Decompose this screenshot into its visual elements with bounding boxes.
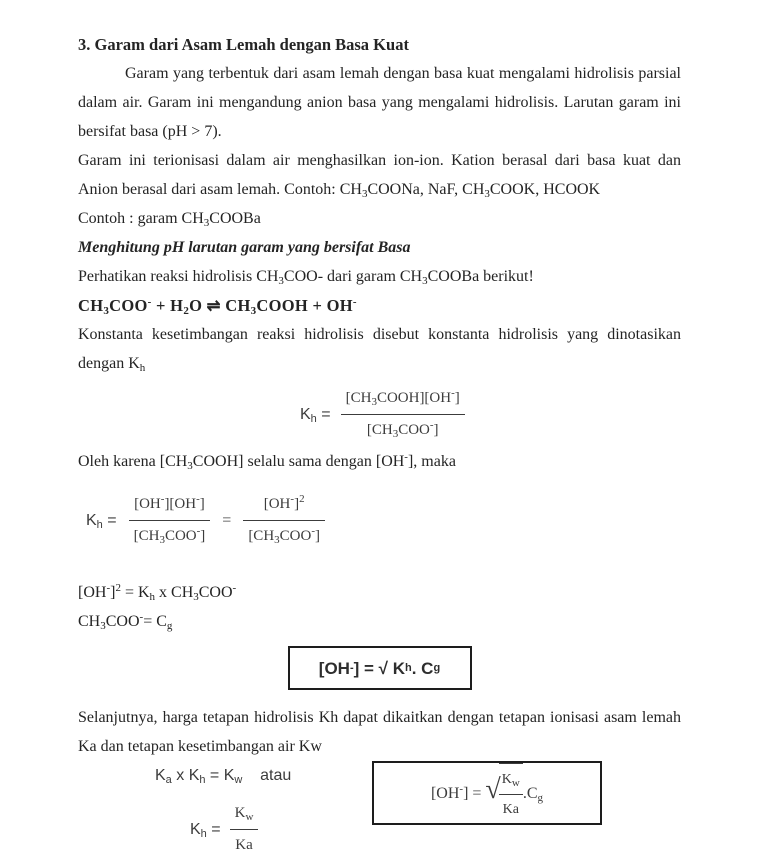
fraction-2	[243, 490, 325, 551]
fraction-denominator: Ka	[502, 801, 519, 817]
section-heading: 3. Garam dari Asam Lemah dengan Basa Kuat	[78, 35, 409, 54]
equation-hydrolysis-reaction: $CH_3COO^- + H_2O$ ⇌ $CH_3COOH + OH^-$	[78, 296, 357, 317]
formula-kh-definition	[300, 384, 681, 445]
radicand	[499, 763, 523, 824]
line-perhatikan: Perhatikan reaksi hidrolisis $CH_3COO-$ dari garam $CH_3COOBa$ berikut!	[78, 268, 534, 287]
fraction-2-denominator: $[CH_3COO^-]$	[248, 525, 320, 546]
radical-sign: √	[485, 774, 501, 805]
fraction-denominator: $[CH_3COO^-]$	[366, 419, 439, 440]
fraction	[341, 384, 465, 445]
bottom-formula-area	[78, 761, 681, 851]
fraction-numerator: $K_w$	[230, 799, 259, 830]
formula-khkw-lhs: $K_h$ =	[190, 821, 221, 840]
line-oh-squared: $[OH^-]^2 = K_h$ x $CH_3COO^-$	[78, 582, 237, 603]
fraction-1-numerator: [OH-][OH-]	[129, 490, 211, 521]
paragraph-konstanta: Konstanta kesetimbangan reaksi hidrolisis disebut konstanta hidrolisis yang dinotasikan dengan $K_h$	[78, 326, 681, 374]
formula-kh-lhs: $K_h$ =	[300, 406, 331, 425]
paragraph-intro: Garam yang terbentuk dari asam lemah dengan basa kuat mengalami hidrolisis parsial dalam air. Garam ini mengandung anion basa yang mengalami hidrolisis. Larutan garam ini bersifat basa (pH > 7).	[78, 65, 681, 140]
fraction	[499, 765, 523, 824]
line-oleh-karena: Oleh karena $[CH_3COOH]$ selalu sama dengan [OH-], maka	[78, 451, 456, 472]
fraction-1-denominator: $[CH_3COO^-]$	[133, 525, 206, 546]
paragraph-selanjutnya: Selanjutnya, harga tetapan hidrolisis Kh dapat dikaitkan dengan tetapan ionisasi asam lemah Ka dan tetapan kesetimbangan air Kw	[78, 709, 681, 755]
formula-kh2-lhs: $K_h$ =	[86, 512, 117, 531]
paragraph-ionization: Garam ini terionisasi dalam air menghasilkan ion-ion. Kation berasal dari basa kuat dan Anion berasal dari asam lemah. Contoh: $CH_3COONa$, NaF, $CH_3COOK$, HCOOK	[78, 152, 681, 200]
boxed2-lhs: [OH-] =	[430, 782, 482, 802]
formula-ka-kh-kw: $K_a$ x $K_h = K_w$ atau	[155, 767, 292, 786]
subheading-menghitung-ph: Menghitung pH larutan garam yang bersifat Basa	[78, 239, 411, 256]
line-cg: $CH_3COO^-= C_g$	[78, 611, 173, 632]
boxed-formula-oh: [OH - ] = √ K h . C g	[288, 646, 472, 690]
line-contoh: Contoh : garam $CH_3COOBa$	[78, 210, 261, 229]
fraction	[230, 799, 259, 860]
formula-kh-expanded	[86, 490, 681, 551]
boxed-formula-oh-kwka	[372, 761, 602, 825]
fraction-numerator: $[CH_3COOH][OH^-]$	[341, 384, 465, 415]
fraction-2-numerator: $[OH^-]^2$	[243, 490, 325, 521]
fraction-1	[129, 490, 211, 551]
equals-sign: =	[222, 512, 232, 529]
boxed2-rhs: $.C_g$	[522, 784, 544, 804]
fraction-numerator: $K_w$	[499, 765, 523, 795]
fraction-denominator: Ka	[235, 837, 253, 853]
